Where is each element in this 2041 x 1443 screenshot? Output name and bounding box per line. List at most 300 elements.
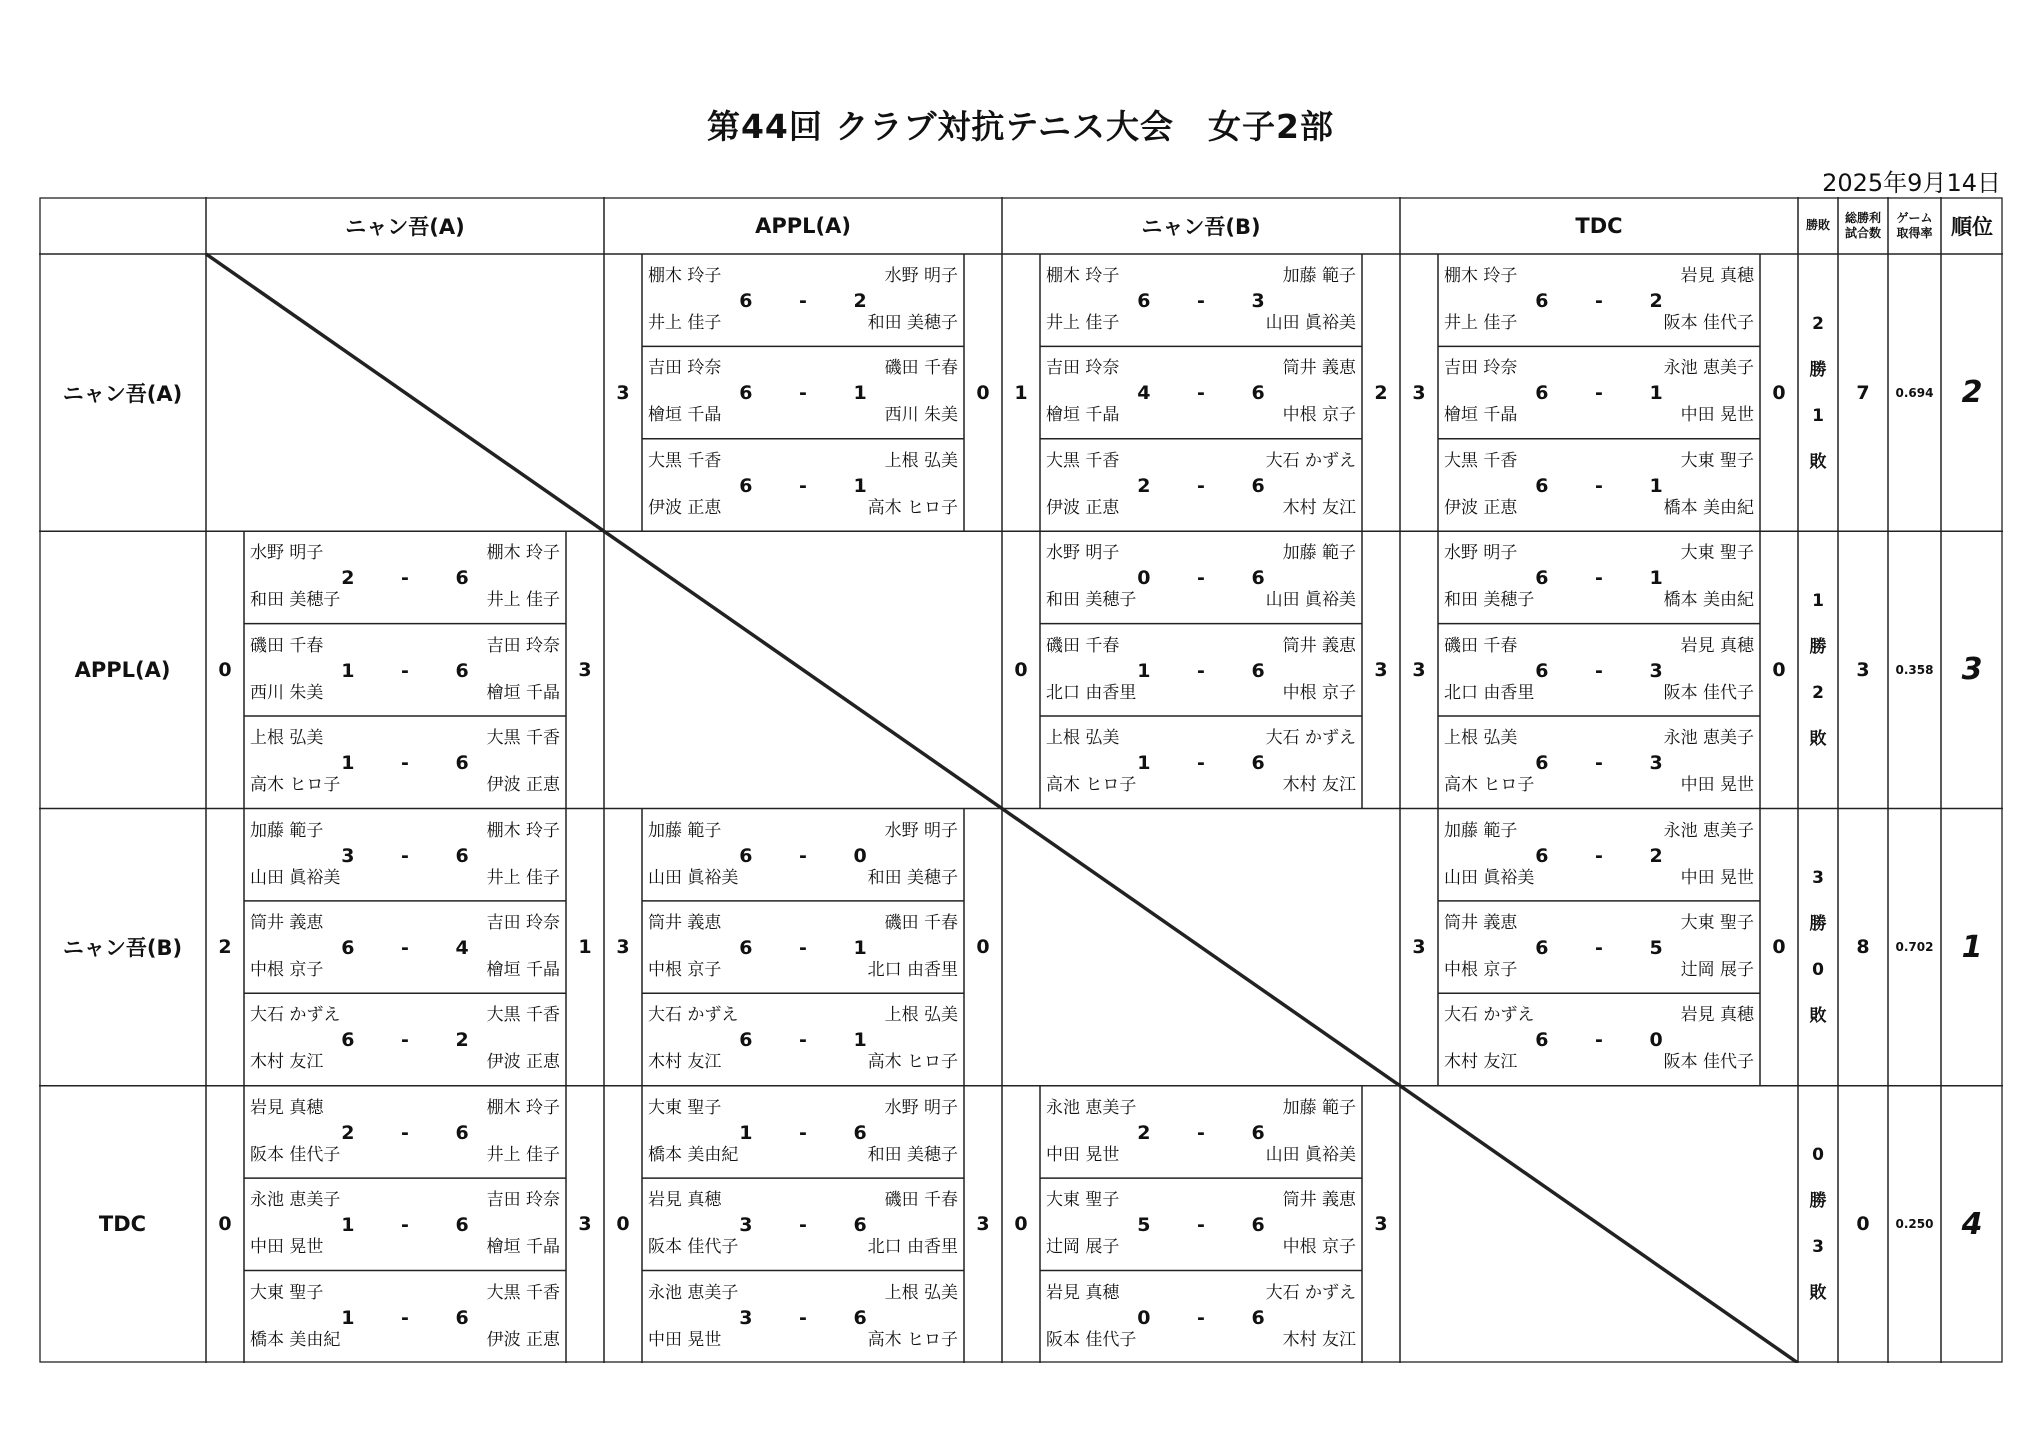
left-total: 3 <box>1412 658 1426 681</box>
left-player-2: 和田 美穂子 <box>250 590 341 611</box>
right-player-2: 木村 友江 <box>1282 1329 1356 1350</box>
game-rate-value: 0.358 <box>1895 662 1934 677</box>
left-player-2: 檜垣 千晶 <box>648 405 722 426</box>
game-rate-value: 0.250 <box>1895 1217 1934 1232</box>
win-loss-record <box>1798 254 1838 531</box>
match-score: 6 - 2 <box>739 290 887 312</box>
left-player-1: 吉田 玲奈 <box>1444 358 1518 379</box>
match-row <box>642 1086 964 1178</box>
match-row <box>1040 439 1362 531</box>
left-total: 3 <box>616 381 630 404</box>
right-player-2: 阪本 佳代子 <box>1663 313 1754 333</box>
right-player-1: 上根 弘美 <box>884 450 958 471</box>
results-table <box>39 197 2003 1363</box>
match-score: 6 - 2 <box>1535 290 1683 312</box>
win-loss-record <box>1798 809 1838 1086</box>
loss-label: 敗 <box>1809 728 1827 749</box>
match-score: 6 - 0 <box>739 844 887 867</box>
match-score: 1 - 6 <box>341 1306 489 1329</box>
right-player-1: 棚木 玲子 <box>486 820 560 841</box>
right-total: 0 <box>1772 936 1786 959</box>
total-wins-value: 7 <box>1856 381 1870 404</box>
match-row <box>244 901 566 993</box>
left-player-2: 辻岡 展子 <box>1046 1237 1120 1258</box>
right-player-1: 筒井 義恵 <box>1282 1190 1356 1211</box>
match-score: 6 - 1 <box>1535 474 1683 497</box>
right-player-2: 橋本 美由紀 <box>1663 590 1754 611</box>
match-row <box>642 1271 964 1363</box>
match-block <box>1400 809 1798 1086</box>
total-wins-value: 3 <box>1856 658 1870 681</box>
left-player-2: 中根 京子 <box>648 959 722 980</box>
game-rate-value: 0.694 <box>1895 385 1934 400</box>
left-player-1: 磯田 千春 <box>250 635 324 656</box>
right-player-1: 大東 聖子 <box>1680 912 1754 933</box>
game-rate-value: 0.702 <box>1895 940 1934 955</box>
match-score: 2 - 6 <box>341 1121 489 1144</box>
right-player-1: 磯田 千春 <box>884 358 958 379</box>
left-total: 0 <box>1014 658 1028 681</box>
right-player-2: 伊波 正恵 <box>486 1052 560 1073</box>
match-score: 6 - 4 <box>341 936 489 959</box>
left-total: 0 <box>1014 1213 1028 1236</box>
match-score: 1 - 6 <box>1137 659 1285 682</box>
match-block <box>1002 531 1400 808</box>
right-player-2: 北口 由香里 <box>867 1237 958 1258</box>
match-row <box>642 809 964 901</box>
match-row <box>1438 624 1760 716</box>
match-row <box>1438 254 1760 346</box>
left-player-1: 筒井 義恵 <box>1444 912 1518 933</box>
match-block <box>604 809 1002 1086</box>
match-row <box>1438 809 1760 901</box>
match-score: 6 - 3 <box>1137 290 1285 312</box>
left-player-1: 上根 弘美 <box>1444 728 1518 749</box>
match-score: 1 - 6 <box>1137 752 1285 775</box>
left-player-2: 西川 朱美 <box>250 682 324 703</box>
left-player-1: 磯田 千春 <box>1046 635 1120 656</box>
match-row <box>244 531 566 623</box>
right-player-1: 吉田 玲奈 <box>486 912 560 933</box>
match-score: 3 - 6 <box>739 1306 887 1329</box>
right-player-1: 棚木 玲子 <box>486 1097 560 1118</box>
left-player-1: 永池 恵美子 <box>1046 1097 1137 1118</box>
match-score: 6 - 2 <box>341 1029 489 1052</box>
left-player-2: 和田 美穂子 <box>1046 590 1137 611</box>
match-score: 6 - 1 <box>1535 567 1683 590</box>
header-team-4: TDC <box>1575 213 1623 238</box>
right-player-1: 加藤 範子 <box>1282 543 1356 564</box>
right-player-2: 橋本 美由紀 <box>1663 497 1754 518</box>
right-player-2: 高木 ヒロ子 <box>867 1329 958 1350</box>
wins-count: 2 <box>1812 313 1824 334</box>
match-block <box>206 1086 604 1363</box>
left-player-1: 筒井 義恵 <box>250 912 324 933</box>
right-total: 1 <box>578 936 592 959</box>
left-player-1: 水野 明子 <box>250 543 324 564</box>
total-wins-value: 0 <box>1856 1213 1870 1236</box>
loss-label: 敗 <box>1809 1283 1827 1304</box>
left-player-2: 中田 晃世 <box>250 1237 324 1258</box>
match-score: 6 - 1 <box>739 1029 887 1052</box>
rank-value: 2 <box>1961 375 1983 411</box>
match-score: 0 - 6 <box>1137 1306 1285 1329</box>
right-player-1: 永池 恵美子 <box>1663 358 1754 379</box>
right-player-2: 中根 京子 <box>1282 405 1356 426</box>
left-player-1: 大東 聖子 <box>250 1282 324 1303</box>
left-total: 0 <box>218 658 232 681</box>
left-player-2: 井上 佳子 <box>1444 313 1518 333</box>
match-score: 5 - 6 <box>1137 1214 1285 1237</box>
win-loss-record <box>1798 1086 1838 1363</box>
header-team-2: APPL(A) <box>755 213 851 238</box>
left-player-2: 檜垣 千晶 <box>1046 405 1120 426</box>
right-player-2: 阪本 佳代子 <box>1663 1052 1754 1073</box>
match-score: 6 - 5 <box>1535 936 1683 959</box>
header-win-loss: 勝敗 <box>1805 218 1830 232</box>
right-player-1: 水野 明子 <box>884 820 958 841</box>
right-player-2: 和田 美穂子 <box>867 1144 958 1165</box>
right-player-2: 山田 眞裕美 <box>1265 1144 1356 1165</box>
win-label: 勝 <box>1809 1191 1827 1212</box>
right-player-2: 西川 朱美 <box>884 405 958 426</box>
right-player-1: 筒井 義恵 <box>1282 358 1356 379</box>
right-player-1: 水野 明子 <box>884 266 958 286</box>
left-total: 0 <box>616 1213 630 1236</box>
left-player-2: 山田 眞裕美 <box>648 867 739 888</box>
right-player-2: 中田 晃世 <box>1680 867 1754 888</box>
left-player-1: 大東 聖子 <box>1046 1190 1120 1211</box>
right-player-2: 山田 眞裕美 <box>1265 590 1356 611</box>
match-score: 3 - 6 <box>341 844 489 867</box>
right-player-2: 伊波 正恵 <box>486 775 560 796</box>
match-score: 2 - 6 <box>1137 1121 1285 1144</box>
right-player-2: 阪本 佳代子 <box>1663 682 1754 703</box>
header-team-1: ニャン吾(A) <box>345 214 465 239</box>
right-player-1: 岩見 真穂 <box>1680 635 1754 656</box>
left-player-1: 上根 弘美 <box>250 728 324 749</box>
left-player-2: 橋本 美由紀 <box>250 1329 341 1350</box>
right-player-1: 上根 弘美 <box>884 1005 958 1026</box>
right-player-2: 木村 友江 <box>1282 497 1356 518</box>
match-row <box>244 1271 566 1363</box>
match-block <box>1400 531 1798 808</box>
left-total: 2 <box>218 936 232 959</box>
left-player-2: 山田 眞裕美 <box>250 867 341 888</box>
right-player-2: 伊波 正恵 <box>486 1329 560 1350</box>
match-block <box>604 1086 1002 1363</box>
wins-count: 0 <box>1812 1145 1824 1166</box>
match-row <box>1040 1086 1362 1178</box>
loss-label: 敗 <box>1809 1006 1827 1027</box>
left-player-1: 吉田 玲奈 <box>1046 358 1120 379</box>
left-player-1: 永池 恵美子 <box>250 1190 341 1211</box>
match-block <box>206 531 604 808</box>
right-player-1: 大石 かずえ <box>1265 450 1356 471</box>
right-player-2: 高木 ヒロ子 <box>867 1052 958 1073</box>
right-player-2: 檜垣 千晶 <box>486 959 560 980</box>
header-total-wins-line1: 総勝利 <box>1844 210 1881 225</box>
match-row <box>1438 993 1760 1085</box>
left-player-2: 阪本 佳代子 <box>1046 1329 1137 1350</box>
left-player-1: 棚木 玲子 <box>1046 266 1120 286</box>
right-player-2: 井上 佳子 <box>486 867 560 888</box>
page-title: 第44回 クラブ対抗テニス大会 女子2部 <box>706 107 1335 146</box>
right-total: 3 <box>1374 658 1388 681</box>
match-row <box>1040 624 1362 716</box>
left-player-2: 伊波 正恵 <box>1444 497 1518 518</box>
right-player-1: 棚木 玲子 <box>486 543 560 564</box>
loss-label: 敗 <box>1809 451 1827 472</box>
losses-count: 1 <box>1812 405 1824 426</box>
right-player-1: 大石 かずえ <box>1265 1282 1356 1303</box>
match-score: 1 - 6 <box>341 1214 489 1237</box>
match-score: 1 - 6 <box>341 659 489 682</box>
left-total: 0 <box>218 1213 232 1236</box>
match-row <box>1438 901 1760 993</box>
left-player-2: 山田 眞裕美 <box>1444 867 1535 888</box>
total-wins-value: 8 <box>1856 936 1870 959</box>
right-player-2: 中田 晃世 <box>1680 405 1754 426</box>
match-row <box>642 901 964 993</box>
right-total: 3 <box>578 658 592 681</box>
match-block <box>1400 254 1798 531</box>
row-team-name: APPL(A) <box>74 657 171 682</box>
left-player-2: 伊波 正恵 <box>648 497 722 518</box>
left-player-2: 木村 友江 <box>250 1052 324 1073</box>
losses-count: 0 <box>1812 960 1824 981</box>
left-player-1: 加藤 範子 <box>648 820 722 841</box>
left-player-1: 大石 かずえ <box>1444 1005 1535 1026</box>
right-total: 2 <box>1374 381 1388 404</box>
right-player-2: 北口 由香里 <box>867 959 958 980</box>
row-team-name: ニャン吾(B) <box>62 936 183 961</box>
match-score: 2 - 6 <box>1137 474 1285 497</box>
header-total-wins <box>1838 197 1888 254</box>
left-player-1: 筒井 義恵 <box>648 912 722 933</box>
right-player-1: 大東 聖子 <box>1680 543 1754 564</box>
match-row <box>1438 716 1760 808</box>
left-player-2: 高木 ヒロ子 <box>1046 775 1137 796</box>
header-game-rate <box>1888 197 1941 254</box>
match-block <box>206 809 604 1086</box>
match-score: 6 - 1 <box>739 382 887 405</box>
left-player-2: 高木 ヒロ子 <box>1444 775 1535 796</box>
match-row <box>1040 254 1362 346</box>
left-player-1: 加藤 範子 <box>1444 820 1518 841</box>
match-row <box>244 993 566 1085</box>
right-player-2: 中根 京子 <box>1282 1237 1356 1258</box>
match-score: 3 - 6 <box>739 1214 887 1237</box>
match-row <box>1040 346 1362 438</box>
left-player-1: 加藤 範子 <box>250 820 324 841</box>
match-row <box>642 346 964 438</box>
right-player-1: 永池 恵美子 <box>1663 728 1754 749</box>
match-row <box>1438 531 1760 623</box>
left-player-2: 伊波 正恵 <box>1046 497 1120 518</box>
right-player-2: 檜垣 千晶 <box>486 682 560 703</box>
row-team-name: ニャン吾(A) <box>62 381 183 406</box>
left-player-1: 岩見 真穂 <box>1046 1282 1120 1303</box>
header-game-rate-line2: 取得率 <box>1896 225 1933 240</box>
row-team-name: TDC <box>98 1212 147 1237</box>
win-loss-record <box>1798 531 1838 808</box>
left-total: 1 <box>1014 381 1028 404</box>
left-player-1: 大黒 千香 <box>1444 450 1518 471</box>
left-player-2: 北口 由香里 <box>1444 682 1535 703</box>
left-player-2: 和田 美穂子 <box>1444 590 1535 611</box>
header-game-rate-line1: ゲーム <box>1896 210 1933 225</box>
right-player-1: 大石 かずえ <box>1265 728 1356 749</box>
right-player-2: 山田 眞裕美 <box>1265 313 1356 333</box>
match-score: 6 - 2 <box>1535 844 1683 867</box>
left-player-2: 中田 晃世 <box>648 1329 722 1350</box>
left-player-2: 檜垣 千晶 <box>1444 405 1518 426</box>
right-player-2: 辻岡 展子 <box>1680 959 1754 980</box>
right-player-2: 檜垣 千晶 <box>486 1237 560 1258</box>
right-player-1: 大東 聖子 <box>1680 450 1754 471</box>
right-player-1: 加藤 範子 <box>1282 1097 1356 1118</box>
wins-count: 1 <box>1812 590 1824 611</box>
left-player-1: 大石 かずえ <box>648 1005 739 1026</box>
match-row <box>244 624 566 716</box>
match-block <box>604 254 1002 531</box>
right-player-1: 大黒 千香 <box>486 1282 560 1303</box>
right-player-1: 岩見 真穂 <box>1680 1005 1754 1026</box>
left-player-1: 大石 かずえ <box>250 1005 341 1026</box>
left-total: 3 <box>616 936 630 959</box>
left-player-1: 吉田 玲奈 <box>648 358 722 379</box>
left-player-2: 高木 ヒロ子 <box>250 775 341 796</box>
win-label: 勝 <box>1809 359 1827 380</box>
right-player-2: 高木 ヒロ子 <box>867 497 958 518</box>
right-total: 0 <box>1772 658 1786 681</box>
left-player-2: 阪本 佳代子 <box>648 1237 739 1258</box>
left-player-1: 棚木 玲子 <box>1444 266 1518 286</box>
right-player-1: 大黒 千香 <box>486 728 560 749</box>
match-block <box>1002 1086 1400 1363</box>
right-player-2: 和田 美穂子 <box>867 867 958 888</box>
left-player-1: 磯田 千春 <box>1444 635 1518 656</box>
match-row <box>244 716 566 808</box>
left-player-1: 棚木 玲子 <box>648 266 722 286</box>
wins-count: 3 <box>1812 868 1824 889</box>
right-total: 3 <box>1374 1213 1388 1236</box>
match-row <box>244 1086 566 1178</box>
losses-count: 3 <box>1812 1237 1824 1258</box>
left-total: 3 <box>1412 381 1426 404</box>
right-total: 3 <box>578 1213 592 1236</box>
left-player-1: 水野 明子 <box>1046 543 1120 564</box>
left-player-1: 大東 聖子 <box>648 1097 722 1118</box>
left-player-2: 橋本 美由紀 <box>648 1144 739 1165</box>
right-player-2: 井上 佳子 <box>486 590 560 611</box>
match-score: 6 - 1 <box>739 936 887 959</box>
match-score: 1 - 6 <box>341 752 489 775</box>
match-row <box>642 439 964 531</box>
match-row <box>244 809 566 901</box>
right-total: 3 <box>976 1213 990 1236</box>
left-player-1: 水野 明子 <box>1444 543 1518 564</box>
match-row <box>1438 439 1760 531</box>
right-player-1: 加藤 範子 <box>1282 266 1356 286</box>
right-player-1: 岩見 真穂 <box>1680 266 1754 286</box>
match-row <box>642 1178 964 1270</box>
losses-count: 2 <box>1812 682 1824 703</box>
left-total: 3 <box>1412 936 1426 959</box>
match-row <box>1040 1271 1362 1363</box>
match-score: 6 - 1 <box>1535 382 1683 405</box>
right-player-2: 中田 晃世 <box>1680 775 1754 796</box>
match-row <box>642 993 964 1085</box>
left-player-2: 井上 佳子 <box>1046 313 1120 333</box>
right-player-1: 大黒 千香 <box>486 1005 560 1026</box>
match-row <box>1040 1178 1362 1270</box>
right-player-1: 上根 弘美 <box>884 1282 958 1303</box>
right-player-2: 井上 佳子 <box>486 1144 560 1165</box>
right-total: 0 <box>976 936 990 959</box>
match-row <box>1040 716 1362 808</box>
left-player-2: 中田 晃世 <box>1046 1144 1120 1165</box>
match-score: 6 - 3 <box>1535 659 1683 682</box>
right-total: 0 <box>976 381 990 404</box>
right-player-1: 永池 恵美子 <box>1663 820 1754 841</box>
left-player-2: 中根 京子 <box>1444 959 1518 980</box>
right-player-1: 吉田 玲奈 <box>486 635 560 656</box>
match-score: 6 - 0 <box>1535 1029 1683 1052</box>
left-player-1: 岩見 真穂 <box>250 1097 324 1118</box>
rank-value: 1 <box>1961 929 1983 965</box>
right-player-2: 木村 友江 <box>1282 775 1356 796</box>
right-player-1: 筒井 義恵 <box>1282 635 1356 656</box>
left-player-1: 大黒 千香 <box>648 450 722 471</box>
match-row <box>642 254 964 346</box>
header-rank: 順位 <box>1951 214 1993 239</box>
header-team-3: ニャン吾(B) <box>1141 214 1261 239</box>
left-player-2: 阪本 佳代子 <box>250 1144 341 1165</box>
match-row <box>244 1178 566 1270</box>
left-player-2: 木村 友江 <box>1444 1052 1518 1073</box>
rank-value: 4 <box>1961 1206 1983 1242</box>
left-player-2: 井上 佳子 <box>648 313 722 333</box>
match-row <box>1040 531 1362 623</box>
event-date: 2025年9月14日 <box>1822 169 2001 197</box>
match-score: 6 - 3 <box>1535 752 1683 775</box>
header-total-wins-line2: 試合数 <box>1844 225 1881 240</box>
match-score: 1 - 6 <box>739 1121 887 1144</box>
right-total: 0 <box>1772 381 1786 404</box>
win-label: 勝 <box>1809 914 1827 935</box>
right-player-1: 吉田 玲奈 <box>486 1190 560 1211</box>
right-player-1: 磯田 千春 <box>884 1190 958 1211</box>
left-player-1: 永池 恵美子 <box>648 1282 739 1303</box>
match-score: 0 - 6 <box>1137 567 1285 590</box>
match-row <box>1438 346 1760 438</box>
left-player-2: 木村 友江 <box>648 1052 722 1073</box>
rank-value: 3 <box>1961 652 1983 688</box>
left-player-1: 上根 弘美 <box>1046 728 1120 749</box>
left-player-1: 大黒 千香 <box>1046 450 1120 471</box>
match-block <box>1002 254 1400 531</box>
win-label: 勝 <box>1809 636 1827 657</box>
right-player-1: 磯田 千春 <box>884 912 958 933</box>
match-score: 6 - 1 <box>739 474 887 497</box>
left-player-1: 岩見 真穂 <box>648 1190 722 1211</box>
left-player-2: 中根 京子 <box>250 959 324 980</box>
right-player-1: 水野 明子 <box>884 1097 958 1118</box>
left-player-2: 北口 由香里 <box>1046 682 1137 703</box>
match-score: 2 - 6 <box>341 567 489 590</box>
